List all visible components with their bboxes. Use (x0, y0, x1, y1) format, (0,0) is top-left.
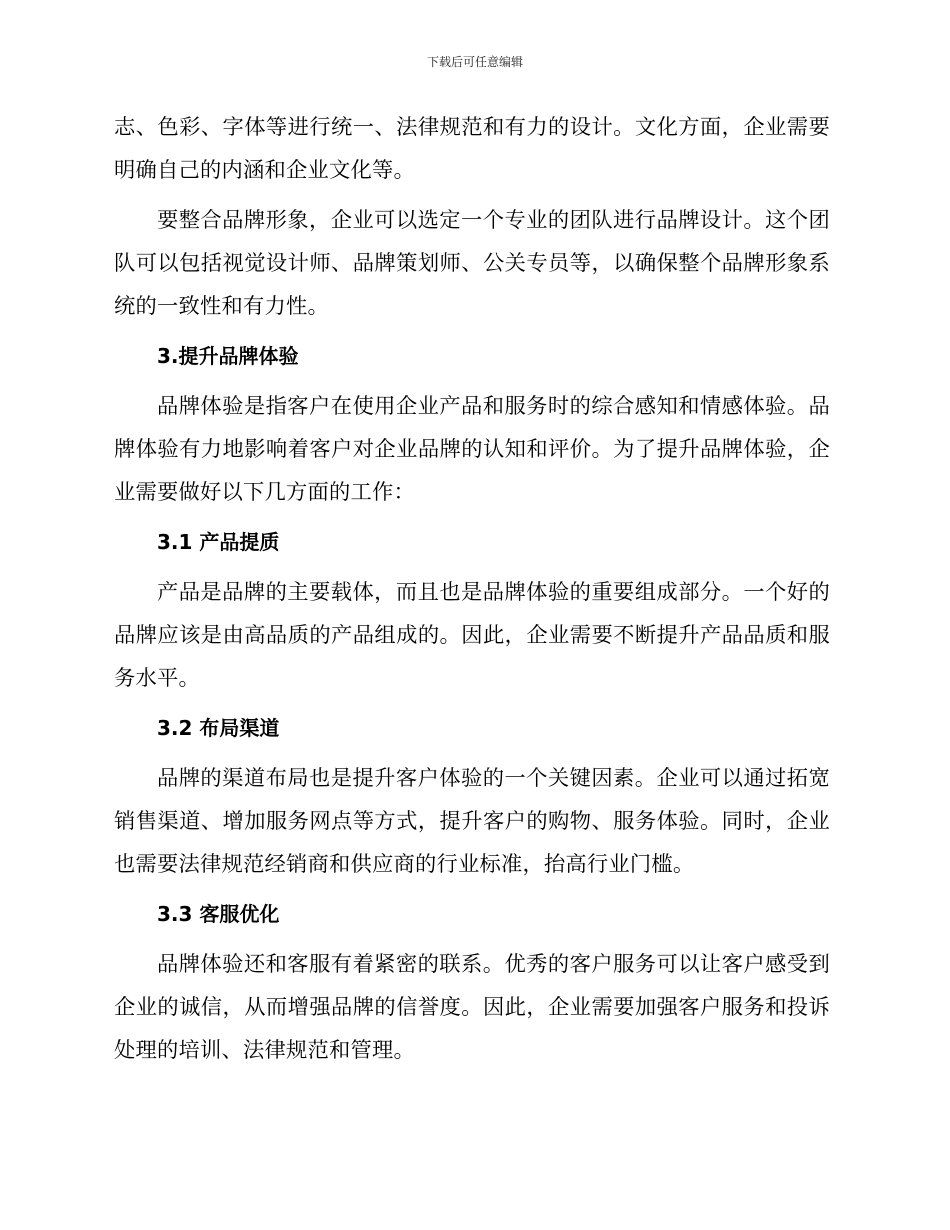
paragraph-style-unification: 志、色彩、字体等进行统一、法律规范和有力的设计。文化方面，企业需要明确自己的内涵和企业文化等。 (114, 115, 830, 183)
paragraph-gap (114, 886, 830, 893)
section-heading-customer-service: 3.3 客服优化 (157, 902, 280, 926)
paragraph-product-quality: 产品是品牌的主要载体，而且也是品牌体验的重要组成部分。一个好的品牌应该是由高品质的产品组成的。因此，企业需要不断提升产品品质和服务水平。 (114, 580, 830, 691)
paragraph-brand-experience: 品牌体验是指客户在使用企业产品和服务时的综合感知和情感体验。品牌体验有力地影响着客户对企业品牌的认知和评价。为了提升品牌体验，企业需要做好以下几方面的工作： (114, 394, 830, 505)
page-header: 下载后可任意编辑 (426, 55, 523, 69)
paragraph-brand-team: 要整合品牌形象，企业可以选定一个专业的团队进行品牌设计。这个团队可以包括视觉设计师、品牌策划师、公关专员等，以确保整个品牌形象系统的一致性和有力性。 (114, 208, 830, 319)
paragraph-channel-layout: 品牌的渠道布局也是提升客户体验的一个关键因素。企业可以通过拓宽销售渠道、增加服务网点等方式，提升客户的购物、服务体验。同时，企业也需要法律规范经销商和供应商的行业标准，抬高行业门槛。 (114, 766, 830, 877)
paragraph-gap (114, 378, 830, 385)
section-heading-brand-experience: 3.提升品牌体验 (157, 344, 299, 368)
paragraph-gap (114, 564, 830, 571)
section-heading-product-quality: 3.1 产品提质 (157, 530, 280, 554)
paragraph-gap (114, 328, 830, 335)
paragraph-gap (114, 192, 830, 199)
document-body (114, 106, 830, 1072)
paragraph-gap (114, 514, 830, 521)
paragraph-gap (114, 936, 830, 943)
section-heading-channel-layout: 3.2 布局渠道 (157, 716, 280, 740)
paragraph-gap (114, 750, 830, 757)
paragraph-customer-service: 品牌体验还和客服有着紧密的联系。优秀的客户服务可以让客户感受到企业的诚信，从而增强品牌的信誉度。因此，企业需要加强客户服务和投诉处理的培训、法律规范和管理。 (114, 952, 830, 1063)
paragraph-gap (114, 700, 830, 707)
